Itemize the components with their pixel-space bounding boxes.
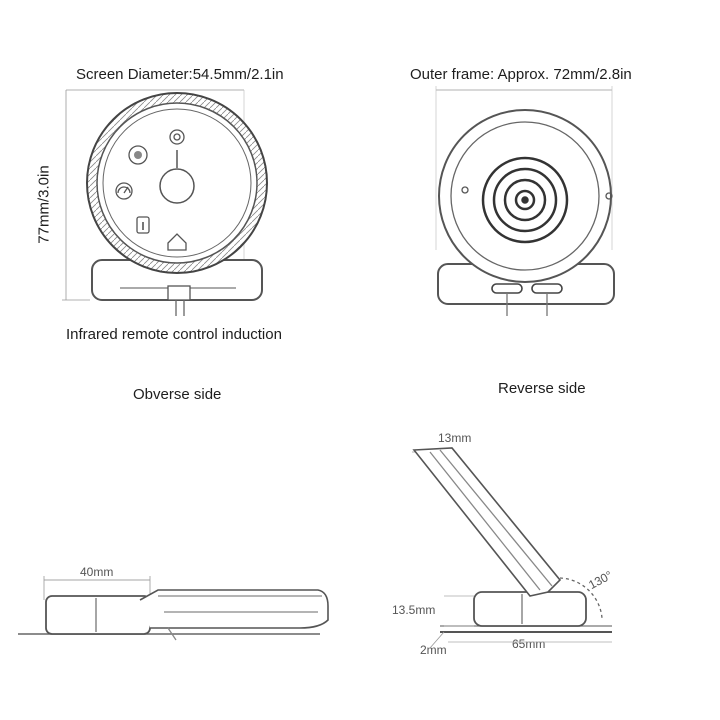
side-view-tilted [412, 448, 615, 648]
reverse-view [436, 86, 614, 316]
ir-sensor [168, 286, 190, 300]
obverse-view [62, 90, 267, 316]
thickness-label: 13mm [438, 431, 472, 445]
tilted-base [474, 592, 586, 626]
side-depth-label: 40mm [80, 565, 114, 579]
ir-remote-label: Infrared remote control induction [66, 326, 282, 343]
base-width-label: 65mm [512, 637, 546, 651]
base-height-label: 13.5mm [392, 603, 436, 617]
reverse-caption: Reverse side [498, 380, 586, 397]
tilted-body [414, 448, 560, 596]
center-knob [160, 169, 194, 203]
outer-frame-label: Outer frame: Approx. 72mm/2.8in [410, 66, 632, 83]
obverse-caption: Obverse side [133, 386, 222, 403]
height-label: 77mm/3.0in [35, 165, 53, 244]
reverse-frame [439, 110, 611, 282]
tilt-angle-label: 130° [586, 567, 615, 593]
screen-diameter-label: Screen Diameter:54.5mm/2.1in [76, 66, 284, 83]
flat-base [46, 596, 150, 634]
side-view-flat [18, 576, 328, 640]
base-plate-label: 2mm [420, 643, 447, 657]
